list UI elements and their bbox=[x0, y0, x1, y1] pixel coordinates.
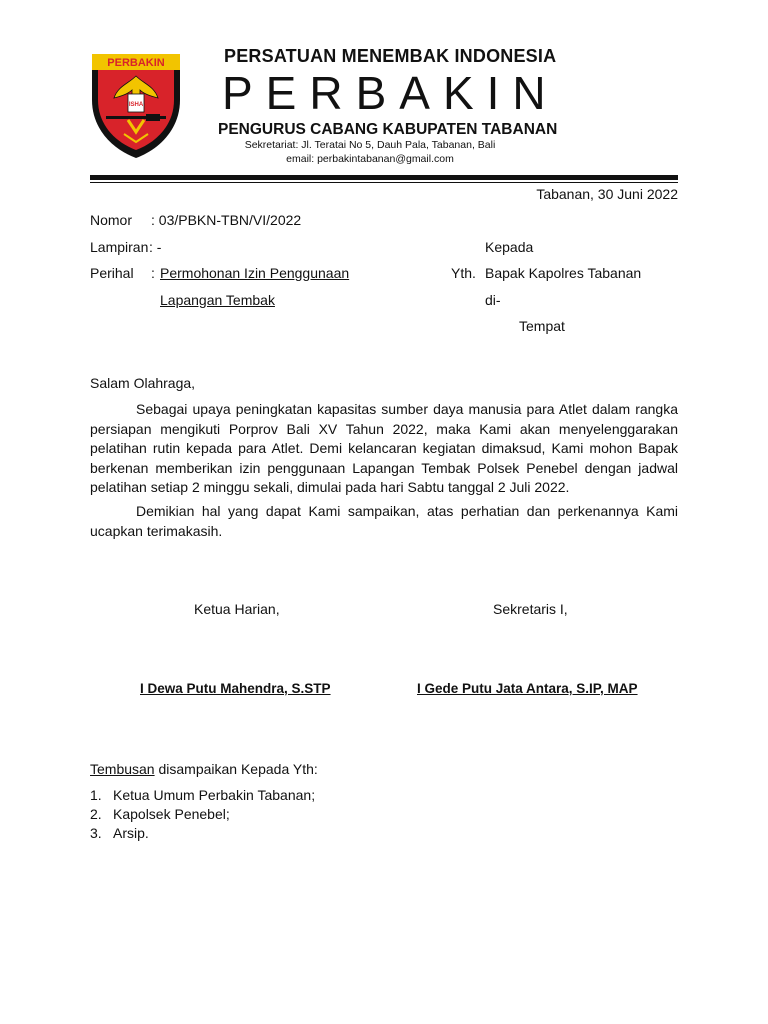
cc-label-rest: disampaikan Kepada Yth: bbox=[154, 761, 318, 777]
nomor-value: : 03/PBKN-TBN/VI/2022 bbox=[151, 212, 302, 228]
logo-emblem-text: ISHA bbox=[128, 102, 144, 108]
yth-label: Yth. bbox=[451, 265, 476, 281]
org-branch-title: PENGURUS CABANG KABUPATEN TABANAN bbox=[218, 121, 558, 138]
perihal-label: Perihal bbox=[90, 265, 134, 281]
org-email: email: perbakintabanan@gmail.com bbox=[286, 153, 454, 165]
header-rule-thick bbox=[90, 175, 678, 180]
org-main-title: PERBAKIN bbox=[222, 67, 559, 119]
org-top-title: PERSATUAN MENEMBAK INDONESIA bbox=[224, 46, 557, 66]
header-rule-thin bbox=[90, 182, 678, 183]
perihal-line-1: Permohonan Izin Penggunaan bbox=[160, 265, 350, 281]
org-address: Sekretariat: Jl. Teratai No 5, Dauh Pala, Tabanan, Bali bbox=[244, 139, 496, 151]
cc-item-1-num: 1. bbox=[90, 787, 102, 803]
nomor-label: Nomor bbox=[90, 212, 133, 228]
di-label: di- bbox=[485, 292, 501, 308]
right-signature-title: Sekretaris I, bbox=[493, 601, 568, 617]
kepada-label: Kepada bbox=[485, 239, 534, 255]
right-signature-name: I Gede Putu Jata Antara, S.IP, MAP bbox=[417, 681, 638, 696]
tempat-label: Tempat bbox=[519, 318, 565, 334]
greeting: Salam Olahraga, bbox=[90, 375, 196, 391]
lampiran-label: Lampiran bbox=[90, 239, 149, 255]
place-date: Tabanan, 30 Juni 2022 bbox=[536, 186, 678, 202]
cc-item-3-num: 3. bbox=[90, 825, 102, 841]
logo-text: PERBAKIN bbox=[107, 57, 165, 69]
body-paragraph-2-text: Demikian hal yang dapat Kami sampaikan, atas perhatian dan perkenannya Kami ucapkan terimakasih. bbox=[90, 503, 678, 539]
cc-item-1: Ketua Umum Perbakin Tabanan; bbox=[113, 787, 316, 803]
body-paragraph-2 bbox=[90, 502, 678, 541]
left-signature-name: I Dewa Putu Mahendra, S.STP bbox=[140, 681, 331, 696]
cc-item-2-num: 2. bbox=[90, 806, 102, 822]
lampiran-value: : - bbox=[149, 239, 162, 255]
body-paragraph-1 bbox=[90, 400, 678, 498]
cc-label-underlined: Tembusan bbox=[90, 761, 155, 777]
cc-item-2: Kapolsek Penebel; bbox=[113, 806, 230, 822]
perihal-line-2: Lapangan Tembak bbox=[160, 292, 275, 308]
cc-item-3: Arsip. bbox=[113, 825, 149, 841]
body-paragraph-1-text: Sebagai upaya peningkatan kapasitas sumber daya manusia para Atlet dalam rangka persiapan mengikuti Porprov Bali XV Tahun 2022, maka Kami akan menyelenggarakan pelatihan rutin kepada para Atlet. Demi kelancaran kegiatan dimaksud, Kami mohon Bapak berkenan memberikan izin penggunaan Lapangan Tembak Polsek Penebel dengan jadwal pelatihan setiap 2 minggu sekali, dimulai pada hari Sabtu tanggal 2 Juli 2022. bbox=[90, 401, 678, 495]
left-signature-title: Ketua Harian, bbox=[194, 601, 280, 617]
perihal-colon: : bbox=[151, 265, 155, 281]
recipient-name: Bapak Kapolres Tabanan bbox=[485, 265, 642, 281]
cc-label bbox=[90, 761, 318, 777]
